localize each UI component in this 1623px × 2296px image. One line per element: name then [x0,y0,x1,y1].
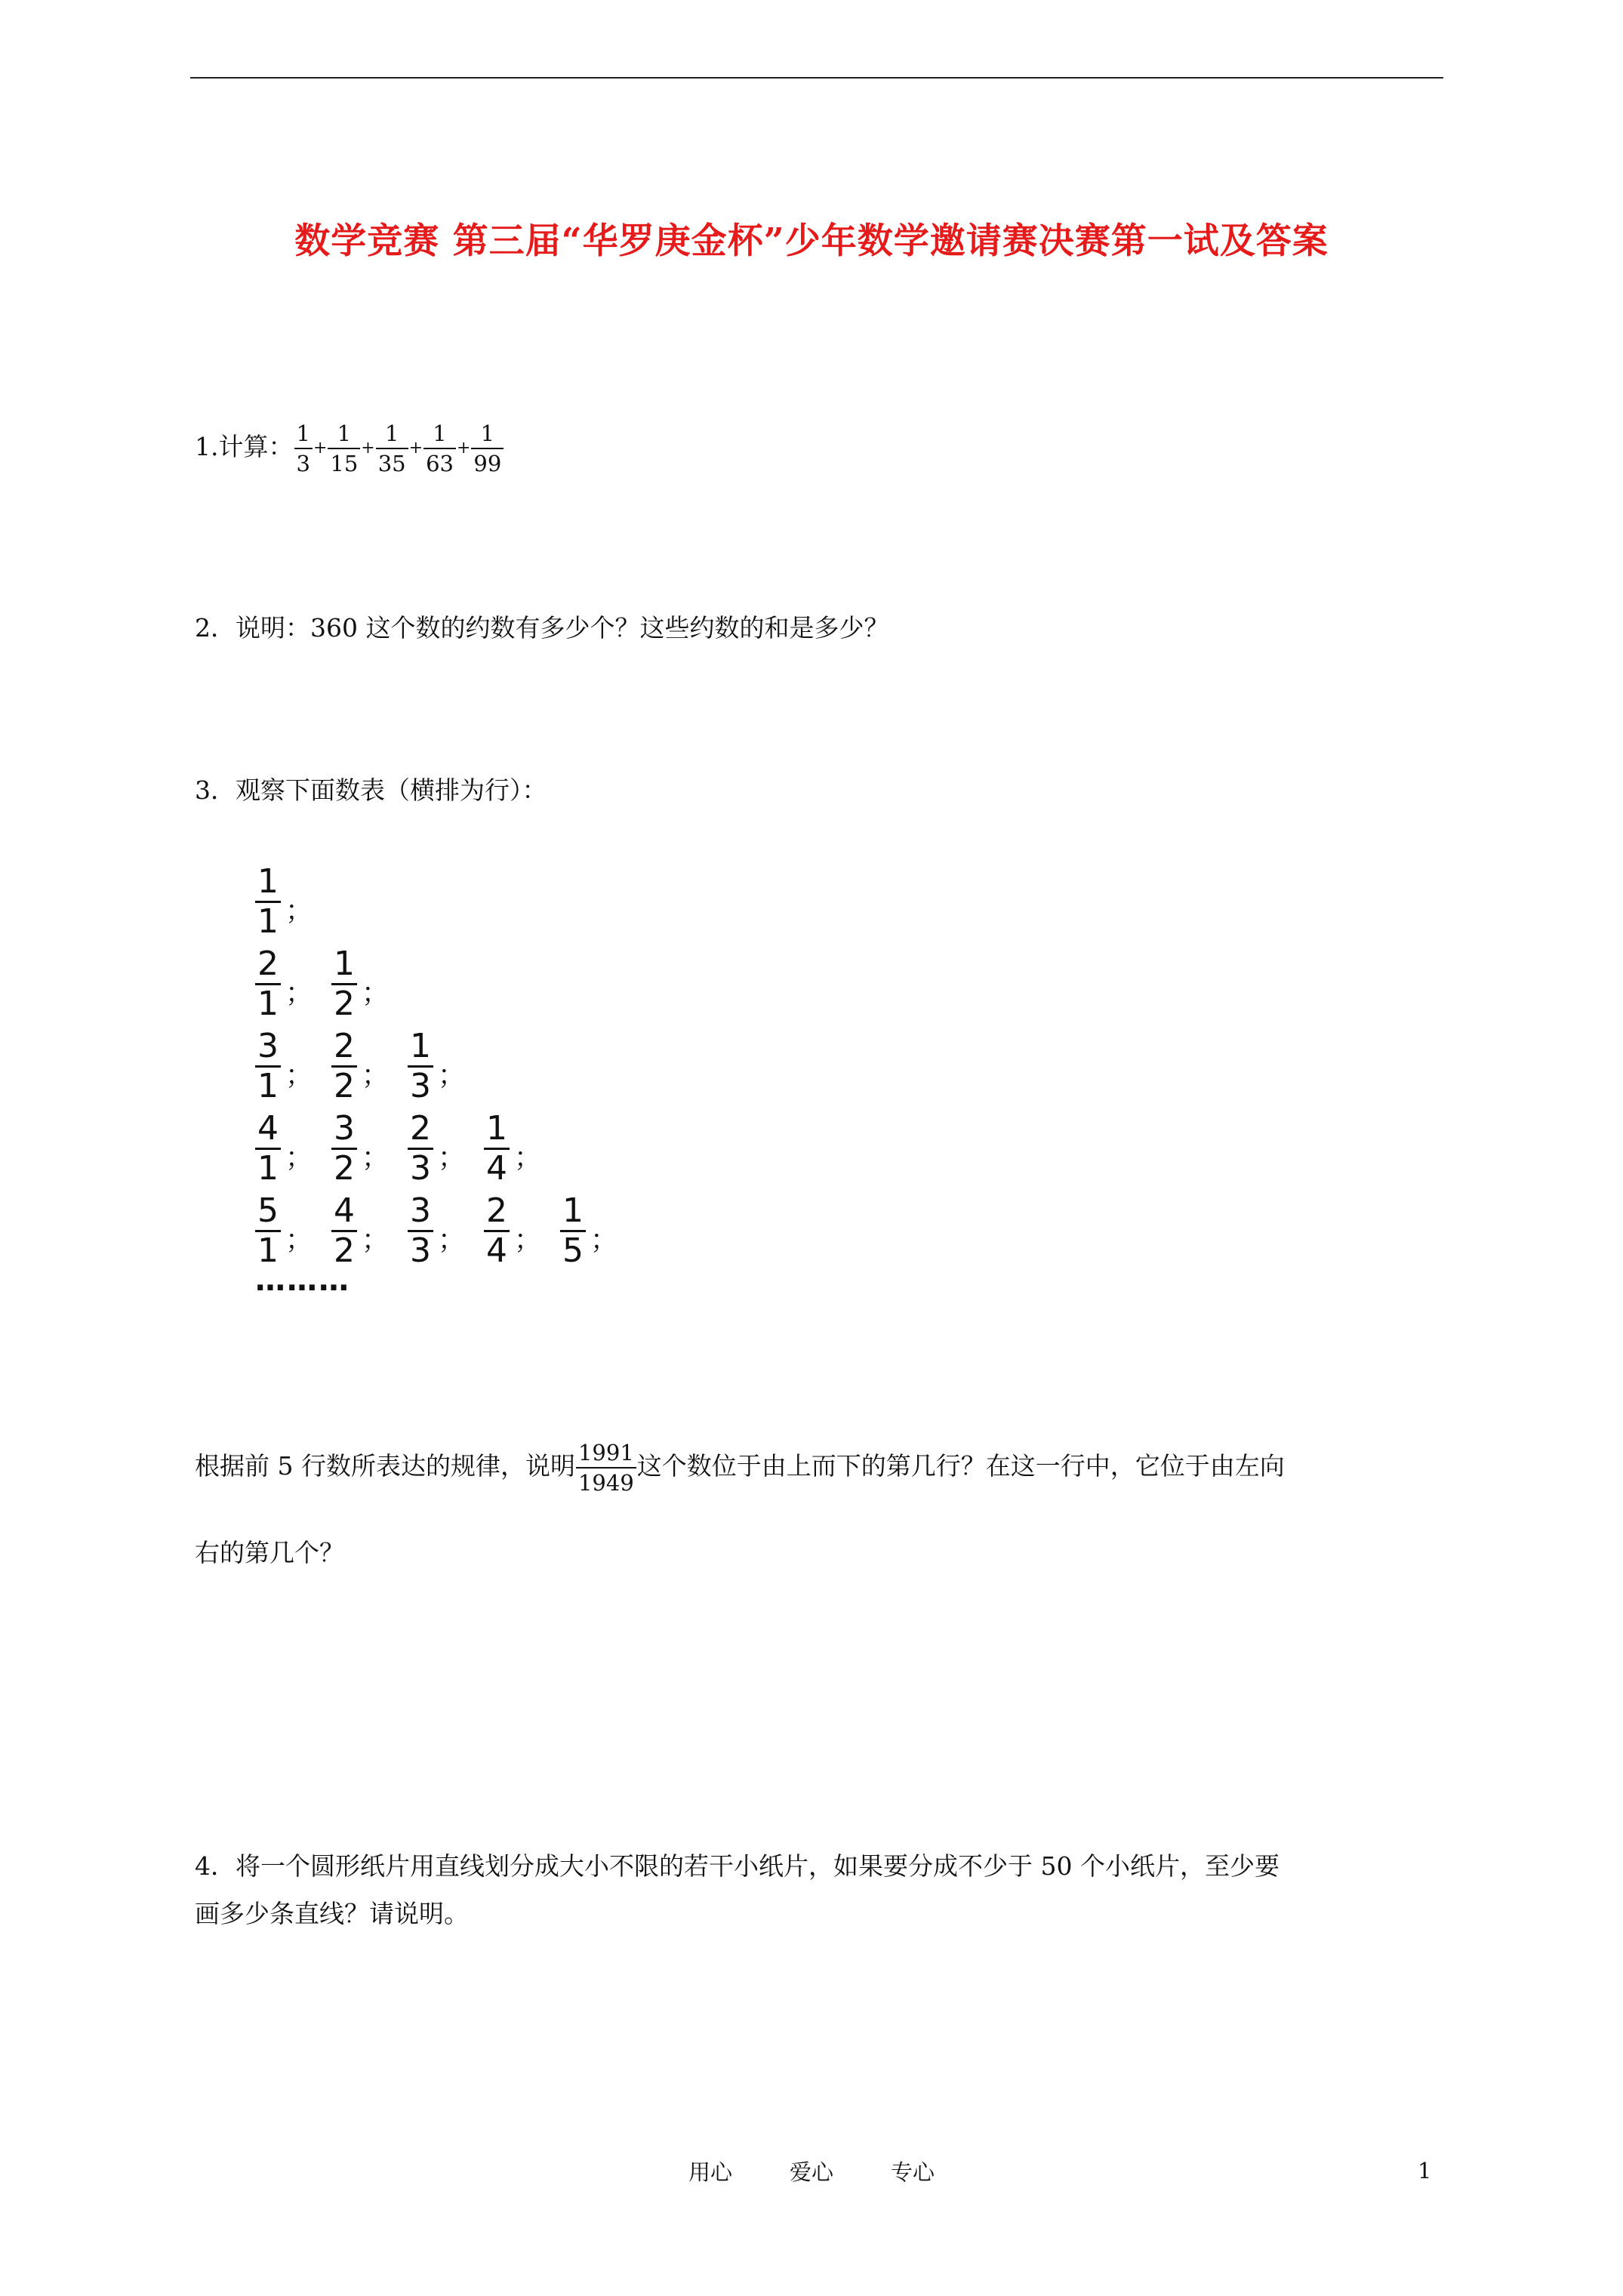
fraction [294,419,313,478]
question-4-line2: 画多少条直线？请说明。 [195,1899,469,1928]
footer [0,2156,1623,2187]
separator: ； [285,1225,313,1256]
fraction-denominator: 2 [334,1231,355,1270]
separator: ； [362,1225,390,1256]
table-cell [255,863,331,941]
fraction-denominator: 4 [486,1231,507,1270]
question-1-expression [294,421,505,476]
fraction-numerator: 1 [480,421,495,446]
fraction-numerator: 1 [562,1191,584,1230]
fraction [328,419,360,478]
fraction [331,945,357,1023]
fraction [255,1110,281,1188]
fraction [408,1192,433,1270]
header-rule [190,77,1443,79]
fraction-numerator: 3 [334,1109,355,1148]
table-cell [255,1028,331,1105]
plus-sign: + [456,439,471,458]
fraction-denominator: 2 [334,1149,355,1188]
page-title: 数学竞赛 第三届“华罗庚金杯”少年数学邀请赛决赛第一试及答案 [294,220,1329,262]
fraction-denominator: 35 [377,451,406,476]
table-cell [484,1192,560,1270]
fraction-denominator: 99 [473,451,502,476]
separator: ； [438,1142,466,1173]
separator: ； [362,978,390,1009]
table-cell [255,945,331,1023]
table-cell [255,1110,331,1188]
question-3-text-before: 根据前 5 行数所表达的规律，说明 [195,1451,575,1481]
fraction-numerator: 3 [257,1027,279,1065]
fraction-denominator: 1 [257,1231,279,1270]
fraction-numerator: 4 [257,1109,279,1148]
question-2: 2．说明：360 这个数的约数有多少个？这些约数的和是多少？ [195,613,889,643]
fraction-numerator: 1991 [577,1440,634,1465]
fraction [408,1110,433,1188]
table-cell [484,1110,560,1188]
fraction-denominator: 3 [296,451,310,476]
fraction-denominator: 1949 [577,1470,634,1496]
plus-sign: + [361,439,375,458]
fraction-denominator: 1 [257,902,279,941]
table-cell [331,1028,408,1105]
table-row [255,1190,636,1272]
table-cell [560,1192,636,1270]
fraction-numerator: 2 [257,945,279,983]
fraction-numerator: 1 [486,1109,507,1148]
fraction-denominator: 15 [330,451,359,476]
plus-sign: + [408,439,423,458]
fraction-numerator: 1 [257,862,279,901]
footer-item: 爱心 [789,2159,833,2185]
question-1-label: 1.计算： [195,432,294,461]
table-row [255,1108,636,1190]
separator: ； [438,1060,466,1091]
fraction [255,1028,281,1105]
fraction [255,863,281,941]
fraction [471,419,504,478]
question-1 [195,419,504,478]
fraction [484,1110,510,1188]
fraction-denominator: 3 [410,1067,431,1105]
table-cell [331,945,408,1023]
fraction-denominator: 1 [257,985,279,1023]
number-table [255,861,636,1307]
fraction-numerator: 4 [334,1191,355,1230]
table-cell [408,1028,484,1105]
fraction-denominator: 1 [257,1149,279,1188]
separator: ； [514,1225,542,1256]
separator: ； [285,978,313,1009]
fraction [331,1110,357,1188]
question-3-text-line2: 右的第几个？ [195,1538,344,1567]
fraction-numerator: 2 [410,1109,431,1148]
fraction [255,1192,281,1270]
question-3-fraction [576,1438,636,1497]
fraction-numerator: 1 [334,945,355,983]
separator: ； [514,1142,542,1173]
fraction-numerator: 1 [337,421,352,446]
fraction [331,1192,357,1270]
table-cell [331,1110,408,1188]
fraction-numerator: 2 [334,1027,355,1065]
fraction [408,1028,433,1105]
fraction [423,419,456,478]
separator: ； [362,1142,390,1173]
separator: ； [285,1142,313,1173]
table-cell [408,1110,484,1188]
table-cell [408,1192,484,1270]
fraction-denominator: 4 [486,1149,507,1188]
plus-sign: + [313,439,328,458]
separator: ； [590,1225,618,1256]
question-3-text [195,1438,1433,1497]
fraction-numerator: 3 [410,1191,431,1230]
table-row [255,1025,636,1108]
fraction [560,1192,586,1270]
fraction-numerator: 5 [257,1191,279,1230]
table-row [255,861,636,943]
fraction-denominator: 1 [257,1067,279,1105]
fraction-denominator: 5 [562,1231,584,1270]
footer-item: 用心 [688,2159,732,2185]
separator: ； [438,1225,466,1256]
question-3-intro: 3．观察下面数表（横排为行）： [195,775,547,805]
question-4-line1: 4．将一个圆形纸片用直线划分成大小不限的若干小纸片，如果要分成不少于 50 个小纸片，至少要 [195,1851,1280,1881]
footer-item: 专心 [891,2159,935,2185]
fraction-denominator: 63 [426,451,454,476]
fraction [376,419,408,478]
fraction [331,1028,357,1105]
fraction-numerator: 1 [384,421,399,446]
fraction-numerator: 1 [433,421,447,446]
question-3-text-after: 这个数位于由上而下的第几行？在这一行中，它位于由左向 [636,1451,1285,1481]
fraction-numerator: 2 [486,1191,507,1230]
table-cell [331,1192,408,1270]
fraction [255,945,281,1023]
table-row [255,943,636,1025]
fraction-numerator: 1 [296,421,310,446]
fraction-denominator: 3 [410,1231,431,1270]
table-cell [255,1192,331,1270]
fraction [484,1192,510,1270]
separator: ； [285,895,313,926]
fraction-denominator: 2 [334,1067,355,1105]
ellipsis: ……… [255,1263,350,1298]
fraction-denominator: 3 [410,1149,431,1188]
fraction-numerator: 1 [410,1027,431,1065]
fraction-denominator: 2 [334,985,355,1023]
separator: ； [285,1060,313,1091]
separator: ； [362,1060,390,1091]
page-number: 1 [1418,2158,1432,2184]
